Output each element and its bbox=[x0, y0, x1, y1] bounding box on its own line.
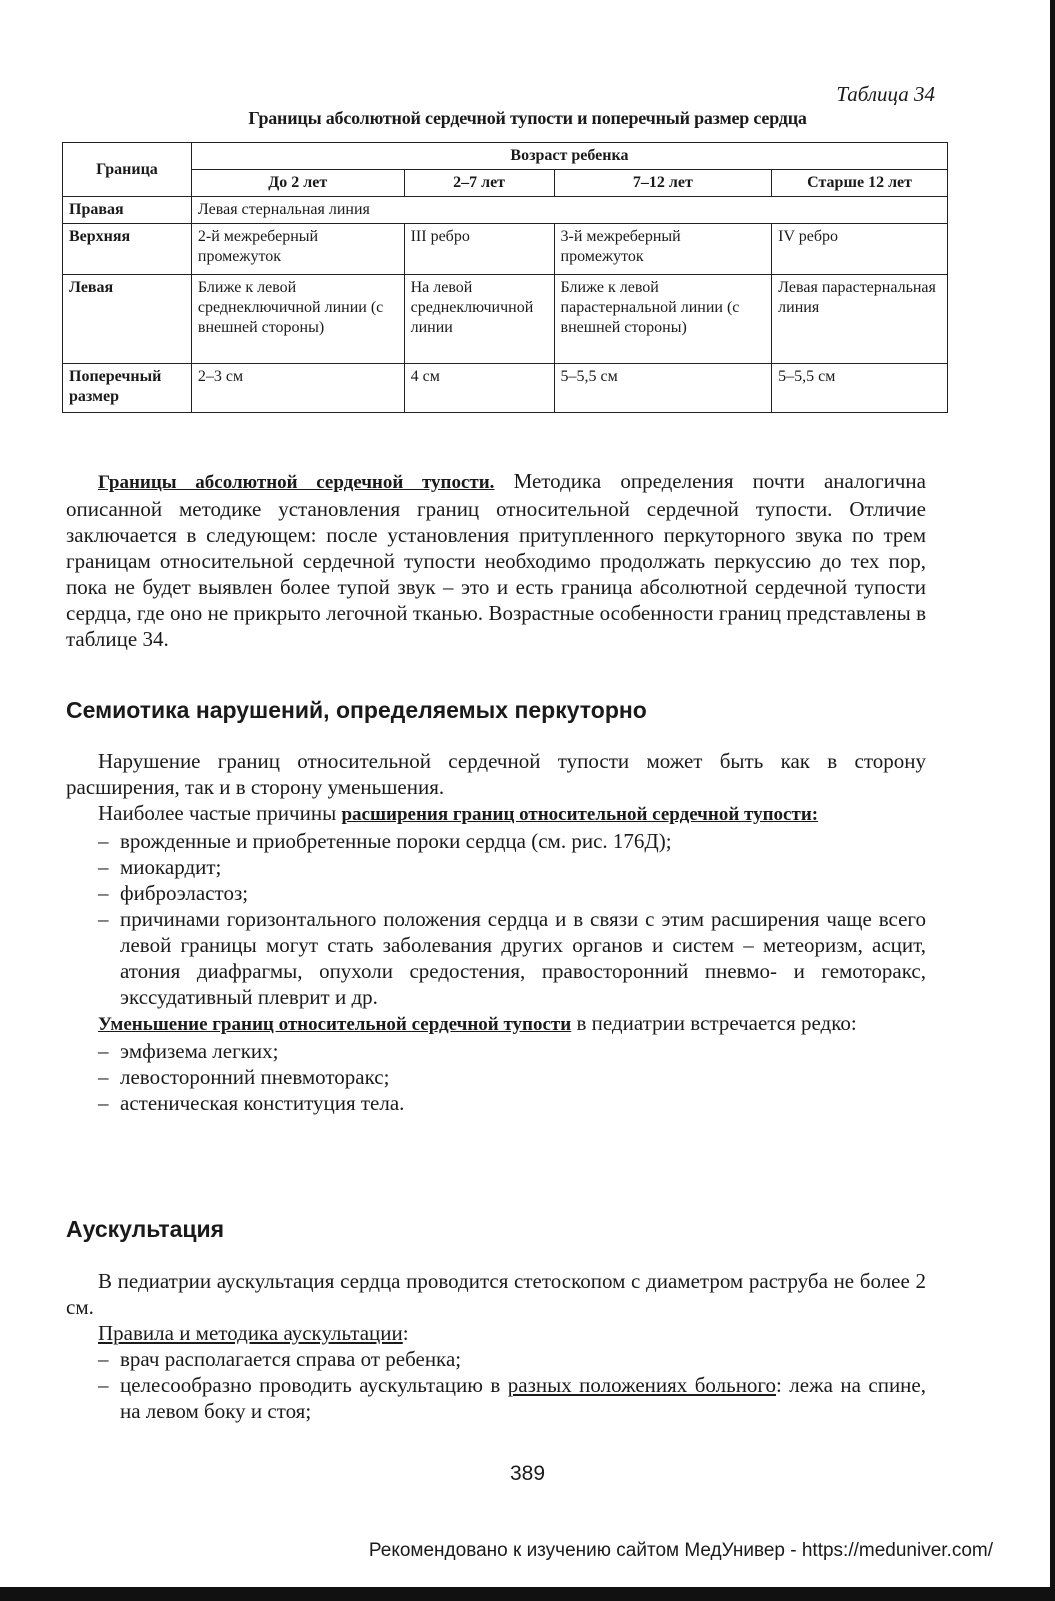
section-heading-semiotics: Семиотика нарушений, определяемых перкуторно bbox=[66, 697, 647, 723]
rule2-positions: разных положениях больного bbox=[507, 1373, 777, 1397]
table-header-row bbox=[63, 143, 948, 170]
list-item: – фиброэластоз; bbox=[66, 880, 926, 906]
table-cell: 2-й межреберный промежуток bbox=[191, 224, 404, 275]
paragraph-intro: Нарушение границ относительной сердечной тупости может быть как в сторону расширения, так и в сторону уменьшения. bbox=[66, 749, 926, 799]
table-cell: 5–5,5 см bbox=[554, 364, 772, 413]
heart-borders-table bbox=[62, 142, 948, 413]
table-caption: Таблица 34 bbox=[836, 82, 935, 106]
paragraph-lead: Границы абсолютной сердечной тупости. bbox=[98, 472, 495, 493]
row-label: Поперечный размер bbox=[63, 364, 192, 413]
table-title: Границы абсолютной сердечной тупости и поперечный размер сердца bbox=[248, 108, 807, 128]
causes-heading: расширения границ относительной сердечной тупости: bbox=[341, 804, 819, 825]
table-cell: 5–5,5 см bbox=[772, 364, 948, 413]
rules-list bbox=[66, 1346, 926, 1424]
scan-edge-bottom bbox=[0, 1587, 1055, 1601]
scan-edge-right bbox=[1050, 0, 1055, 1601]
rule2-tail: : лежа на спине, на левом боку и стоя; bbox=[120, 1373, 926, 1423]
table-row bbox=[63, 197, 948, 224]
row-label: Левая bbox=[63, 275, 192, 364]
table-row bbox=[63, 224, 948, 275]
rules-colon: : bbox=[402, 1321, 409, 1345]
table-age-row bbox=[63, 170, 948, 197]
list-item: – миокардит; bbox=[66, 854, 926, 880]
list-item: – астеническая конституция тела. bbox=[66, 1090, 926, 1116]
header-border: Граница bbox=[63, 143, 192, 197]
header-age: Возраст ребенка bbox=[191, 143, 947, 170]
section-heading-auscultation: Аускультация bbox=[66, 1216, 225, 1242]
row-label: Верхняя bbox=[63, 224, 192, 275]
table-cell: 3-й межреберный промежуток bbox=[554, 224, 772, 275]
list-item: – врач располагается справа от ребенка; bbox=[66, 1346, 926, 1372]
paragraph-text: Методика определения почти аналогична описанной методике установления границ относительной сердечной тупости. Отличие заключается в следующем: после установления притупленного перкуторного звука по трем границам относительной сердечной тупости необходимо продолжать перкуссию до тех пор, пока не будет выявлен более тупой звук – это и есть граница абсолютной сердечной тупости сердца, где оно не прикрыто легочной тканью. Возрастные особенности границ представлены в таблице 34. bbox=[66, 469, 926, 651]
table-row bbox=[63, 275, 948, 364]
paragraph-absolute-dullness bbox=[66, 468, 926, 652]
page-number: 389 bbox=[509, 1462, 546, 1485]
list-item: – врожденные и приобретенные пороки сердца (см. рис. 176Д); bbox=[66, 828, 926, 854]
age-group: 2–7 лет bbox=[404, 170, 554, 197]
table-cell: На левой среднеключичной линии bbox=[404, 275, 554, 364]
table-cell: 4 см bbox=[404, 364, 554, 413]
causes-lead: Наиболее частые причины bbox=[98, 801, 342, 825]
row-label: Правая bbox=[63, 197, 192, 224]
causes-list bbox=[66, 828, 926, 1010]
table-cell: Левая парастернальная линия bbox=[772, 275, 948, 364]
section-semiotics-body bbox=[66, 748, 926, 1116]
table-cell: IV ребро bbox=[772, 224, 948, 275]
paragraph-intro: В педиатрии аускультация сердца проводится стетоскопом с диаметром раструба не более 2 см. bbox=[66, 1269, 926, 1319]
list-item: – эмфизема легких; bbox=[66, 1038, 926, 1064]
footer-note: Рекомендовано к изучению сайтом МедУнивер - https://meduniver.com/ bbox=[368, 1540, 993, 1561]
list-item: – причинами горизонтального положения сердца и в связи с этим расширения чаще всего левой границы могут стать заболевания других органов и систем – метеоризм, асцит, атония диафрагмы, опухоли средостения, правосторонний пневмо- и гемоторакс, экссудативный плеврит и др. bbox=[66, 906, 926, 1010]
list-item: – левосторонний пневмоторакс; bbox=[66, 1064, 926, 1090]
reduce-text: в педиатрии встречается редко: bbox=[571, 1011, 857, 1035]
reduce-list bbox=[66, 1038, 926, 1116]
age-group: До 2 лет bbox=[191, 170, 404, 197]
reduce-heading: Уменьшение границ относительной сердечной тупости bbox=[98, 1014, 572, 1035]
age-group: Старше 12 лет bbox=[772, 170, 948, 197]
table-cell: Ближе к левой среднеключичной линии (с внешней стороны) bbox=[191, 275, 404, 364]
table-cell: 2–3 см bbox=[191, 364, 404, 413]
list-item bbox=[66, 1372, 926, 1424]
rule2-lead: целесообразно проводить аускультацию в bbox=[120, 1373, 508, 1397]
table-cell: III ребро bbox=[404, 224, 554, 275]
section-auscultation-body bbox=[66, 1268, 926, 1424]
table-cell: Левая стернальная линия bbox=[191, 197, 947, 224]
rules-heading: Правила и методика аускультации bbox=[98, 1321, 403, 1345]
age-group: 7–12 лет bbox=[554, 170, 772, 197]
table-row bbox=[63, 364, 948, 413]
table-cell: Ближе к левой парастернальной линии (с внешней стороны) bbox=[554, 275, 772, 364]
